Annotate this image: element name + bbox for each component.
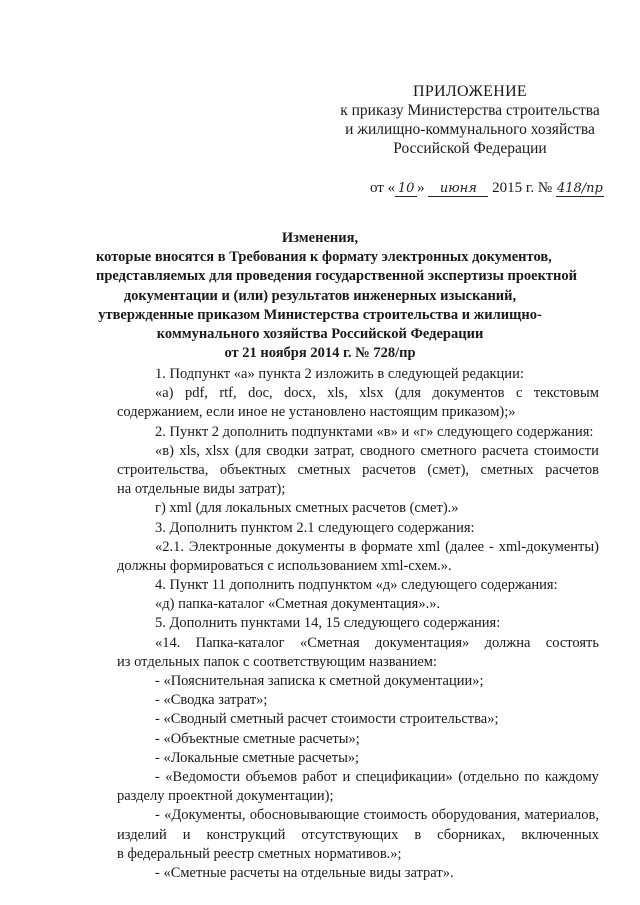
document-body [117,365,599,883]
word: «Сметная [299,634,360,651]
word: «а) [155,385,174,402]
word: текстовым [533,385,599,402]
title-line: представляемых для проведения государственной экспертизы проектной [96,268,577,285]
word: в [349,538,357,555]
body-line: 4. Пункт 11 дополнить подпунктом «д» следующего содержания: [155,577,558,594]
title-line: документации и (или) результатов инженерных изысканий, [123,287,517,304]
body-line-justified [117,442,599,461]
date-month-handwritten: июня [428,182,488,197]
title-line: от 21 ноября 2014 г. № 728/пр [224,345,416,362]
body-line: г) xml (для локальных сметных расчетов (смет).» [155,500,459,517]
word: (смет), [427,461,470,478]
word: xlsx [359,385,384,402]
word: Папка-каталог [195,634,285,651]
word: должна [484,634,531,651]
word: спецификации» [355,768,453,785]
word: оборудования, [431,807,521,824]
word: Электронные [188,538,272,555]
title-line: утвержденные приказом Министерства строительства и жилищно- [98,306,542,323]
word: pdf, [184,385,208,402]
word: (отдельно [458,768,519,785]
word: и [182,826,191,843]
word: doc, [248,385,273,402]
word: изделий [117,826,167,843]
appendix-line: к приказу Министерства строительства [340,102,600,119]
list-item-justified [117,806,599,825]
word: xml [417,538,441,555]
date-prefix: от « [370,180,396,196]
word: docx, [284,385,316,402]
word: стоимость [363,807,428,824]
word: xls, [327,385,348,402]
word: сводки [266,442,309,459]
date-quote: » [417,180,425,196]
word: состоять [545,634,599,651]
date-day-handwritten: 10 [395,182,417,197]
word: xlsx [205,442,230,459]
word: - [155,768,160,785]
word: сборниках, [437,826,506,843]
word: сметного [420,442,477,459]
word: «Документы, [164,807,246,824]
list-item: - «Сводный сметный расчет стоимости строительства»; [155,711,499,728]
word: расчетов [545,461,599,478]
body-line: должны формироваться с использованием xml-схем.». [117,557,452,574]
word: «2.1. [155,538,184,555]
order-date-line [370,180,620,197]
body-line-justified [117,826,599,845]
body-line: 5. Дополнить пунктами 14, 15 следующего содержания: [155,615,501,632]
body-line: разделу проектной документации); [117,788,334,805]
body-line: «д) папка-каталог «Сметная документация».». [155,596,441,613]
appendix-line: Российской Федерации [393,140,547,157]
title-line: Изменения, [281,230,359,246]
list-item: - «Объектные сметные расчеты»; [155,730,360,747]
appendix-block [330,82,610,158]
body-line: 3. Дополнить пунктом 2.1 следующего содержания: [155,519,475,536]
word: (для [234,442,261,459]
word: «14. [155,634,181,651]
word: (далее [445,538,485,555]
word: по [524,768,540,785]
body-line: из отдельных папок с соответствующим названием: [117,653,437,670]
body-line-justified [117,634,599,653]
word: работ [302,768,337,785]
list-item: - «Локальные сметные расчеты»; [155,749,360,766]
body-line: содержанием, если иное не установлено настоящим приказом);» [117,404,516,421]
word: «в) [155,442,174,459]
body-line-justified [117,384,599,403]
word: сводного [359,442,416,459]
word: документация» [374,634,470,651]
word: документы [276,538,345,555]
word: расчетов [362,461,416,478]
list-item: - «Сводка затрат»; [155,692,268,709]
word: каждому [544,768,599,785]
appendix-title: ПРИЛОЖЕНИЕ [412,83,527,100]
list-item: - «Пояснительная записка к сметной документации»; [155,673,484,689]
appendix-line: и жилищно-коммунального хозяйства [345,121,595,138]
word: материалов, [524,807,599,824]
word: xls, [179,442,200,459]
word: конструкций [206,826,286,843]
word: - [488,538,494,555]
body-line-justified [117,461,599,480]
word: (для [394,385,421,402]
word: отсутствующих [301,826,399,843]
word: с [515,385,523,402]
word: включенных [521,826,599,843]
body-line-justified [117,538,599,557]
word: в [414,826,422,843]
body-line: в федеральный реестр сметных нормативов.»; [117,845,402,862]
title-line: коммунального хозяйства Российской Федерации [156,326,484,343]
word: и [342,768,351,785]
word: сметных [480,461,534,478]
word: документов [432,385,505,402]
word: объектных [219,461,286,478]
order-number-handwritten: 418/пр [556,181,603,196]
word: rtf, [219,385,237,402]
word: xml-документы) [498,538,599,555]
body-line: на отдельные виды затрат); [117,481,286,498]
word: затрат, [313,442,355,459]
body-line: 1. Подпункт «а» пункта 2 изложить в следующей редакции: [155,366,524,382]
word: стоимости [533,442,599,459]
word: объемов [245,768,298,785]
date-year: 2015 г. № [492,180,553,196]
word: обосновывающие [249,807,360,824]
list-item: - «Сметные расчеты на отдельные виды затрат». [155,864,454,881]
word: расчета [482,442,529,459]
title-line: которые вносятся в Требования к формату электронных документов, [96,249,552,266]
list-item-justified [117,768,599,787]
word: «Ведомости [165,768,241,785]
word: формате [361,538,413,555]
word: - [155,807,160,824]
word: сметных [297,461,351,478]
body-line: 2. Пункт 2 дополнить подпунктами «в» и «г» следующего содержания: [155,423,594,440]
word: строительства, [117,461,209,478]
document-title [96,229,577,363]
